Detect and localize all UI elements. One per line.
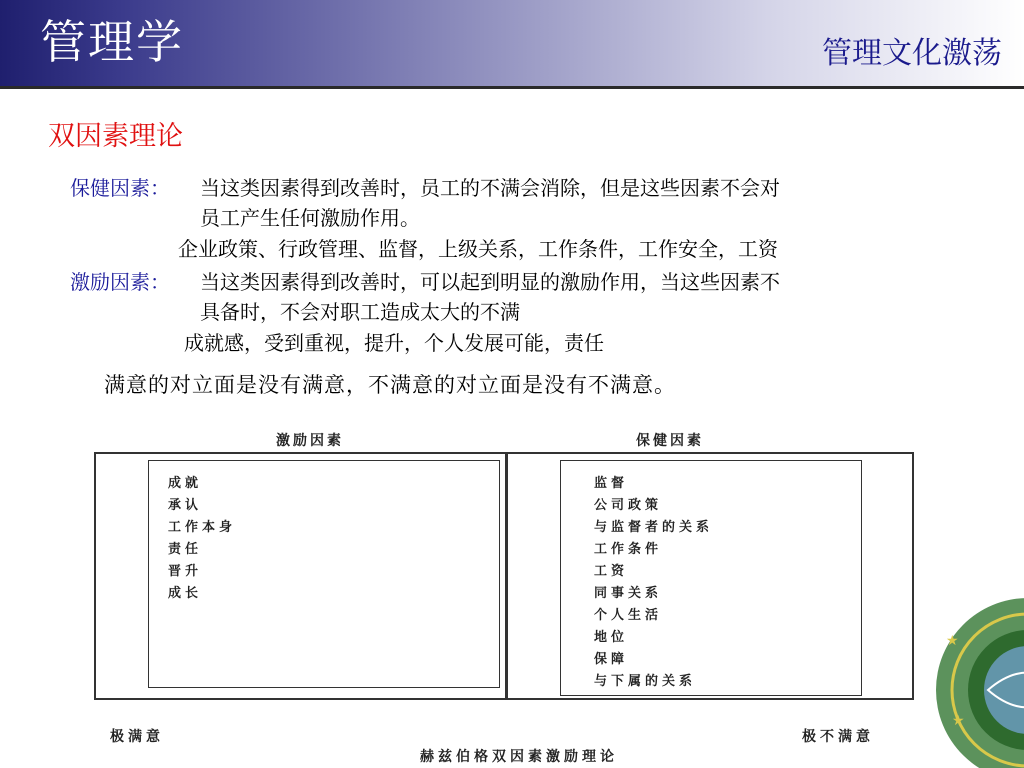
motivator-item: 成长 [168,586,203,601]
diagram-right-end: 极不满意 [802,729,874,745]
hygiene-item: 地位 [594,630,629,645]
page-title: 管理学 [40,15,184,69]
motivator-item: 承认 [168,498,203,513]
diagram-left-heading: 激励因素 [276,433,344,449]
motivator-line-1: 当这类因素得到改善时，可以起到明显的激励作用，当这些因素不 [200,270,780,294]
motivator-examples: 成就感，受到重视，提升，个人发展可能，责任 [184,331,604,355]
motivator-label: 激励因素： [70,270,170,294]
motivator-item: 晋升 [168,564,203,579]
hygiene-item: 公司政策 [594,498,663,513]
hygiene-item: 保障 [594,652,629,667]
svg-text:★: ★ [952,713,965,729]
diagram-right-heading: 保健因素 [636,433,704,449]
university-emblem-icon [928,575,1024,768]
hygiene-item: 与监督者的关系 [594,520,714,535]
header-subtitle: 管理文化激荡 [822,36,1002,71]
hygiene-item: 同事关系 [594,586,663,601]
section-heading: 双因素理论 [48,121,183,152]
diagram-center-divider [505,452,508,700]
svg-text:★: ★ [946,633,959,649]
hygiene-item: 与下属的关系 [594,674,697,689]
hygiene-line-1: 当这类因素得到改善时，员工的不满会消除，但是这些因素不会对 [200,176,780,200]
hygiene-item: 工资 [594,564,629,579]
header-divider [0,86,1024,89]
key-statement: 满意的对立面是没有满意，不满意的对立面是没有不满意。 [104,373,676,397]
hygiene-line-2: 员工产生任何激励作用。 [200,206,420,230]
hygiene-item: 个人生活 [594,608,663,623]
diagram-left-end: 极满意 [110,729,164,745]
hygiene-item: 监督 [594,476,629,491]
hygiene-label: 保健因素： [70,176,170,200]
header-band [0,0,1024,86]
motivator-item: 工作本身 [168,520,237,535]
hygiene-examples: 企业政策、行政管理、监督，上级关系，工作条件，工作安全，工资 [178,237,778,261]
motivator-item: 责任 [168,542,203,557]
motivator-line-2: 具备时，不会对职工造成太大的不满 [200,300,520,324]
hygiene-item: 工作条件 [594,542,663,557]
motivator-item: 成就 [168,476,203,491]
diagram-caption: 赫兹伯格双因素激励理论 [420,749,618,765]
